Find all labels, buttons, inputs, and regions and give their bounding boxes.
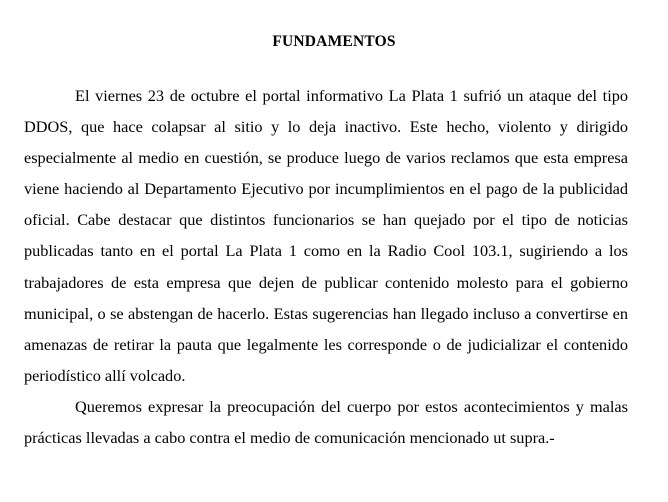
paragraph-1: El viernes 23 de octubre el portal informativo La Plata 1 sufrió un ataque del tipo DDOS, que hace colapsar al sitio y lo deja inactivo. Este hecho, violento y dirigido especialmente al medio en cuestión, se produce luego de varios reclamos que esta empresa viene haciendo al Departamento Ejecutivo por incumplimientos en el pago de la publicidad oficial. Cabe destacar que distintos funcionarios se han quejado por el tipo de noticias publicadas tanto en el portal La Plata 1 como en la Radio Cool 103.1, sugiriendo a los trabajadores de esta empresa que dejen de publicar contenido molesto para el gobierno municipal, o se abstengan de hacerlo. Estas sugerencias han llegado incluso a convertirse en amenazas de retirar la pauta que legalmente les corresponde o de judicializar el contenido periodístico allí volcado. bbox=[24, 86, 628, 385]
document-title: FUNDAMENTOS bbox=[272, 33, 396, 50]
paragraph-2: Queremos expresar la preocupación del cuerpo por estos acontecimientos y malas prácticas llevadas a cabo contra el medio de comunicación mencionado ut supra.- bbox=[24, 397, 628, 448]
